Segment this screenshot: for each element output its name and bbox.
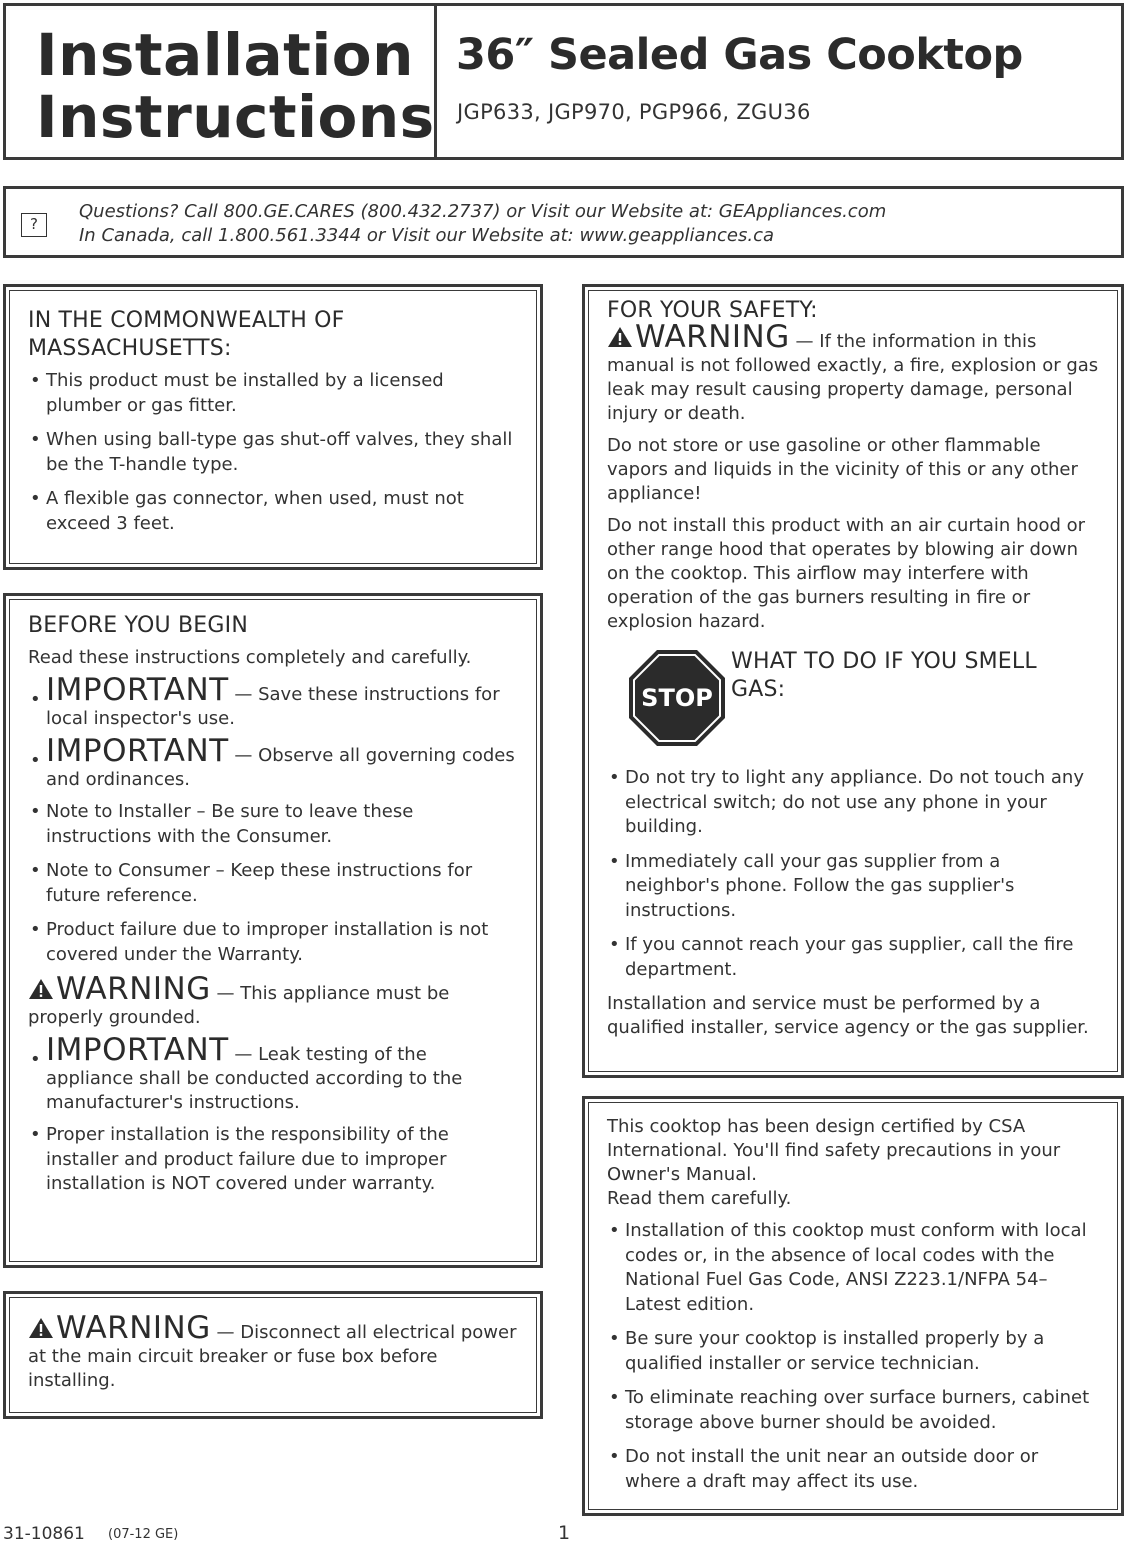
question-box-icon: ? xyxy=(21,213,47,237)
smell-gas-list xyxy=(607,766,1099,982)
warning-label: WARNING xyxy=(635,319,790,355)
safety-para-flammable: Do not store or use gasoline or other flammable vapors and liquids in the vicinity of this or any other appliance! xyxy=(607,435,1078,504)
contact-us-line: Questions? Call 800.GE.CARES (800.432.2737) or Visit our Website at: GEAppliances.com xyxy=(79,201,887,222)
warning-label: WARNING xyxy=(56,1310,211,1346)
safety-panel xyxy=(582,284,1124,1078)
list-item: • Product failure due to improper installation is not covered under the Warranty. xyxy=(28,918,518,967)
stop-sign-icon xyxy=(627,648,727,748)
revision-code: (07-12 GE) xyxy=(108,1527,179,1542)
page-number: 1 xyxy=(558,1522,571,1544)
smell-gas-block xyxy=(607,648,1099,760)
list-item: • Note to Consumer – Keep these instructions for future reference. xyxy=(28,859,518,908)
list-item: • Be sure your cooktop is installed properly by a qualified installer or service technician. xyxy=(607,1327,1099,1376)
electrical-warning xyxy=(28,1310,518,1393)
important-leak-text: — Leak testing of the appliance shall be conducted according to the manufacturer's instructions. xyxy=(46,1044,463,1113)
csa-intro: This cooktop has been design certified by CSA International. You'll find safety precautions in your Owner's Manual. xyxy=(607,1116,1061,1185)
list-item: • Do not try to light any appliance. Do not touch any electrical switch; do not use any phone in your building. xyxy=(607,766,1099,840)
important-codes xyxy=(28,733,518,792)
list-item: • Immediately call your gas supplier from a neighbor's phone. Follow the gas supplier's instructions. xyxy=(607,850,1099,924)
warning-triangle-icon xyxy=(28,1317,54,1342)
doc-title-line2: Instructions xyxy=(36,83,435,151)
electrical-warning-panel xyxy=(3,1291,543,1419)
contact-bar xyxy=(3,186,1124,258)
smell-gas-heading-line2: GAS: xyxy=(731,677,786,702)
list-item: • A flexible gas connector, when used, must not exceed 3 feet. xyxy=(28,487,518,536)
smell-gas-heading-line1: WHAT TO DO IF YOU SMELL xyxy=(731,649,1037,674)
before-last-list xyxy=(28,1123,518,1197)
before-list xyxy=(28,800,518,967)
massachusetts-heading-line1: IN THE COMMONWEALTH OF xyxy=(28,308,345,333)
product-title: 36″ Sealed Gas Cooktop xyxy=(456,30,1023,80)
important-leak xyxy=(28,1032,518,1115)
ground-warning xyxy=(28,971,518,1030)
before-heading: BEFORE YOU BEGIN xyxy=(28,613,248,638)
list-item: • Do not install the unit near an outside door or where a draft may affect its use. xyxy=(607,1445,1099,1494)
list-item: • Proper installation is the responsibility of the installer and product failure due to improper installation is NOT covered under warranty. xyxy=(28,1123,518,1197)
warning-triangle-icon xyxy=(607,326,633,351)
csa-intro-read: Read them carefully. xyxy=(607,1188,792,1209)
warning-label: WARNING xyxy=(56,971,211,1007)
model-numbers: JGP633, JGP970, PGP966, ZGU36 xyxy=(457,100,811,124)
important-codes-text: — Observe all governing codes and ordinances. xyxy=(46,745,515,790)
important-label: IMPORTANT xyxy=(46,1032,229,1068)
safety-para-hood: Do not install this product with an air curtain hood or other range hood that operates by blowing air down on the cooktop. This airflow may interfere with operation of the gas burners resulting in fire or explosion hazard. xyxy=(607,515,1086,632)
before-intro: Read these instructions completely and carefully. xyxy=(28,647,472,668)
before-you-begin-panel xyxy=(3,593,543,1268)
important-save xyxy=(28,672,518,731)
doc-title-box xyxy=(3,3,437,160)
important-save-text: — Save these instructions for local inspector's use. xyxy=(46,684,500,729)
list-item: • Note to Installer – Be sure to leave these instructions with the Consumer. xyxy=(28,800,518,849)
contact-canada-line: In Canada, call 1.800.561.3344 or Visit our Website at: www.geappliances.ca xyxy=(79,225,774,246)
important-label: IMPORTANT xyxy=(46,672,229,708)
csa-panel xyxy=(582,1096,1124,1516)
massachusetts-heading-line2: MASSACHUSETTS: xyxy=(28,336,232,361)
list-item: • This product must be installed by a licensed plumber or gas fitter. xyxy=(28,369,518,418)
safety-warning-text: — If the information in this manual is not followed exactly, a fire, explosion or gas leak may result causing property damage, personal injury or death. xyxy=(607,331,1099,424)
safety-warning xyxy=(607,319,1099,426)
important-label: IMPORTANT xyxy=(46,733,229,769)
product-title-box xyxy=(437,3,1124,160)
list-item: • To eliminate reaching over surface burners, cabinet storage above burner should be avoided. xyxy=(607,1386,1099,1435)
massachusetts-panel xyxy=(3,284,543,570)
warning-triangle-icon xyxy=(28,978,54,1003)
stop-sign-label: STOP xyxy=(641,684,713,712)
smell-gas-heading xyxy=(731,648,1037,704)
list-item: • When using ball-type gas shut-off valves, they shall be the T-handle type. xyxy=(28,428,518,477)
doc-title-line1: Installation xyxy=(36,21,414,89)
massachusetts-list xyxy=(28,369,518,536)
csa-list xyxy=(607,1219,1099,1494)
ground-warning-text: — This appliance must be properly grounded. xyxy=(28,983,450,1028)
list-item: • If you cannot reach your gas supplier, call the fire department. xyxy=(607,933,1099,982)
doc-title xyxy=(36,21,435,151)
electrical-warning-text: — Disconnect all electrical power at the main circuit breaker or fuse box before installing. xyxy=(28,1322,517,1391)
list-item: • Installation of this cooktop must conform with local codes or, in the absence of local codes with the National Fuel Gas Code, ANSI Z223.1/NFPA 54–Latest edition. xyxy=(607,1219,1099,1317)
safety-closing: Installation and service must be performed by a qualified installer, service agency or the gas supplier. xyxy=(607,993,1089,1038)
doc-number: 31-10861 xyxy=(3,1524,85,1544)
safety-heading: FOR YOUR SAFETY: xyxy=(607,298,818,323)
massachusetts-heading xyxy=(28,307,518,363)
